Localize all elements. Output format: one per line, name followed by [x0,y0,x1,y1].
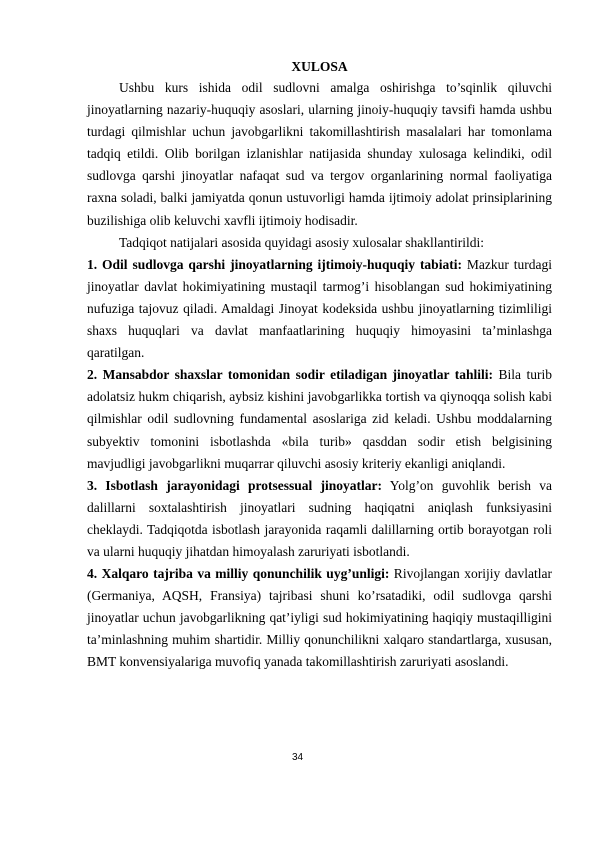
conclusion-text: Rivojlangan xorijiy davlatlar (Germaniya, AQSH, Fransiya) tajribasi shuni ko’rsatadiki, odil sudlovga qarshi jinoyatlar uchun javobgarlikning qat’iyligi sud hokimiyatining haqiqiy mustaqilligini ta’minlashning muhim shartidir. Milliy qonunchilikni xalqaro standartlarga, xususan, BMT konvensiyalariga muvofiq yanada takomillashtirish zaruriyati asoslandi. [87,566,552,670]
paragraph-lead: Tadqiqot natijalari asosida quyidagi asosiy xulosalar shakllantirildi: [119,234,484,250]
conclusion-text: Yolg’on guvohlik berish va dalillarni soxtalashtirish jinoyatlari sudning haqiqatni aniqlash funksiyasini cheklaydi. Tadqiqotda isbotlash jarayonida raqamli dalillarning ortib borayotgan roli va ularni huquqiy jihatdan himoyalash zaruriyati isbotlandi. [87,477,552,559]
conclusion-heading: 2. Mansabdor shaxslar tomonidan sodir etiladigan jinoyatlar tahlili: [87,367,494,383]
conclusion-item-4 [87,563,552,673]
conclusion-text: Mazkur turdagi jinoyatlar davlat hokimiyatining mustaqil tarmog’i hisoblangan sud hokimiyatining nufuziga tajovuz qiladi. Amaldagi Jinoyat kodeksida ushbu jinoyatlarning tizimliligi shaxs huquqlari va davlat manfaatlarining huquqiy himoyasini ta’minlashga qaratilgan. [87,256,552,361]
conclusion-item-1 [87,254,552,364]
conclusion-heading: 3. Isbotlash jarayonidagi protsessual jinoyatlar: [87,477,383,493]
conclusion-heading: 1. Odil sudlovga qarshi jinoyatlarning ijtimoiy-huquqiy tabiati: [87,256,462,272]
conclusion-text: Bila turib adolatsiz hukm chiqarish, aybsiz kishini javobgarlikka tortish va qiynoqqa solish kabi qilmishlar odil sudlovning fundamental asoslariga zid keladi. Ushbu moddalarning subyektiv tomonini isbotlashda «bila turib» qasddan sodir etish belgisining mavjudligi javobgarlikni muqarrar qiluvchi asosiy kriteriy ekanligi aniqlandi. [87,367,552,471]
paragraph-intro: Ushbu kurs ishida odil sudlovni amalga oshirishga to’sqinlik qiluvchi jinoyatlarning nazariy-huquqiy asoslari, ularning jinoiy-huquqiy tavsifi hamda ushbu turdagi qilmishlar uchun javobgarlikni takomillashtirish masalalari har tomonlama tadqiq etildi. Olib borilgan izlanishlar natijasida shunday xulosaga kelindiki, odil sudlovga qarshi jinoyatlar nafaqat sud va tergov organlarining normal faoliyatiga raxna soladi, balki jamiyatda qonun ustuvorligi hamda ijtimoiy adolat prinsiplarining buzilishiga olib keluvchi xavfli ijtimoiy hodisadir. [87,80,552,228]
page-title: XULOSA [291,59,348,74]
conclusion-item-2 [87,364,552,474]
document-page [87,56,552,674]
page-number: 34 [291,752,304,763]
conclusion-heading: 4. Xalqaro tajriba va milliy qonunchilik uyg’unligi: [87,566,390,582]
conclusion-item-3 [87,475,552,563]
